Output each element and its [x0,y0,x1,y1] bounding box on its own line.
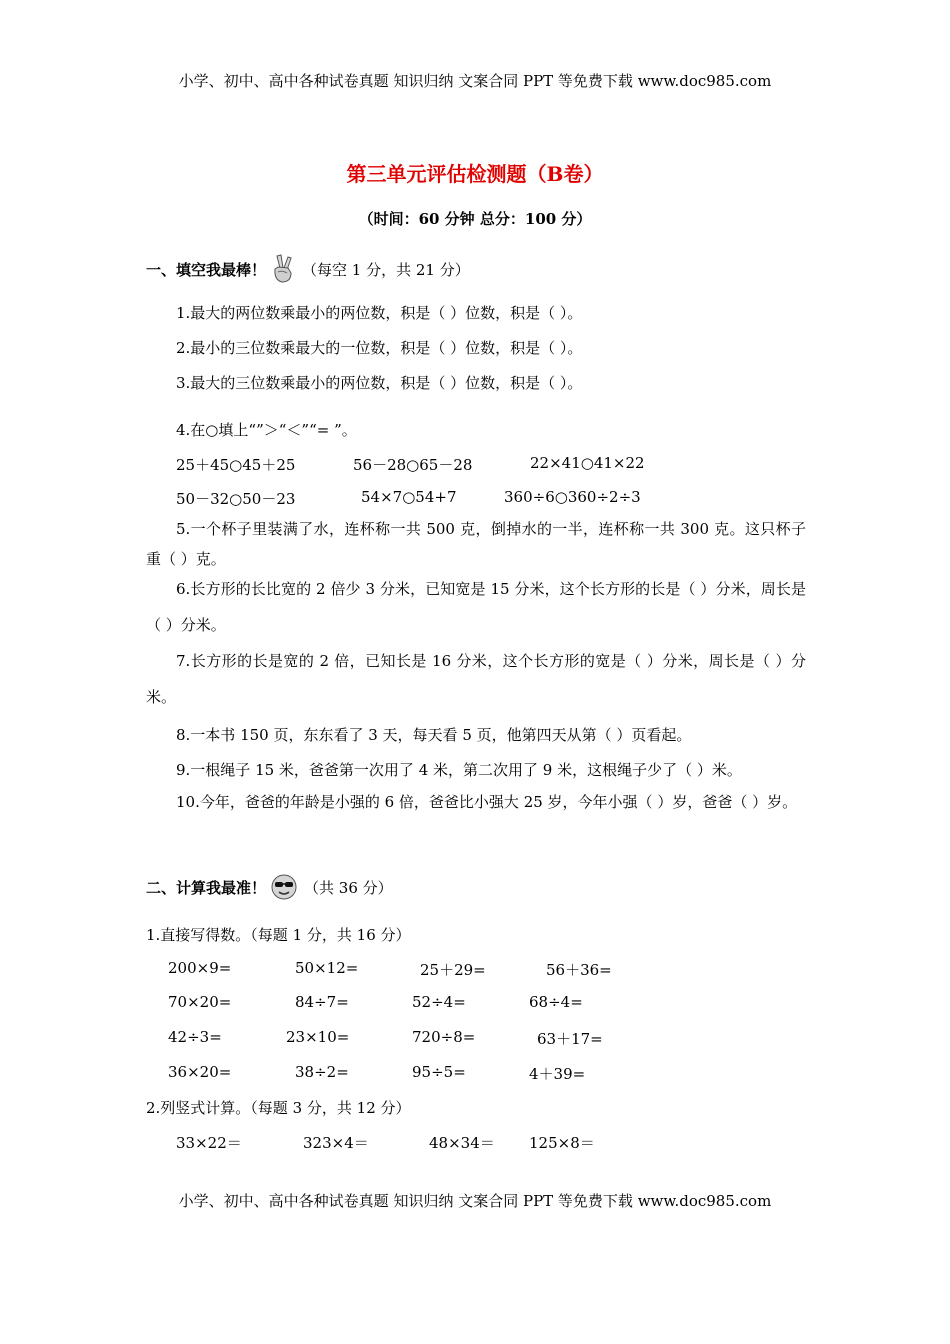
vertical-calc-item: 48×34＝ [429,1134,495,1152]
calc-item: 63＋17= [537,1030,603,1048]
question-7: 7.长方形的长是宽的 2 倍，已知长是 16 分米，这个长方形的宽是（ ）分米，周长是（ ）分米。 [146,652,806,706]
question-3: 3.最大的三位数乘最小的两位数，积是（ ）位数，积是（ ）。 [176,374,583,392]
compare-item: 360÷6○360÷2÷3 [504,488,641,506]
calc-item: 200×9= [168,959,232,977]
question-8: 8.一本书 150 页，东东看了 3 天，每天看 5 页，他第四天从第（ ）页看起。 [176,726,692,744]
compare-item: 50－32○50－23 [176,490,296,508]
calc-item: 84÷7= [295,993,349,1011]
section1-note: （每空 1 分，共 21 分） [302,261,470,279]
vertical-calc-item: 33×22＝ [176,1134,242,1152]
section1-heading-text: 一、填空我最棒！ [146,261,267,279]
page-title: 第三单元评估检测题（B卷） [346,162,604,186]
question-10: 10.今年，爸爸的年龄是小强的 6 倍，爸爸比小强大 25 岁，今年小强（ ）岁，爸爸（ ）岁。 [176,793,798,811]
section1-heading [146,254,470,288]
vertical-calc-item: 323×4＝ [303,1134,369,1152]
question-6: 6.长方形的长比宽的 2 倍少 3 分米，已知宽是 15 分米，这个长方形的长是（ ）分米，周长是（ ）分米。 [146,580,806,634]
sunglasses-face-icon [270,873,298,905]
section2-heading-text: 二、计算我最准！ [146,879,267,897]
question-9: 9.一根绳子 15 米，爸爸第一次用了 4 米，第二次用了 9 米，这根绳子少了（ ）米。 [176,761,742,779]
part1-title: 1.直接写得数。（每题 1 分，共 16 分） [146,926,411,944]
page-header: 小学、初中、高中各种试卷真题 知识归纳 文案合同 PPT 等免费下载 www.doc985.com [178,72,772,90]
calc-item: 36×20= [168,1063,232,1081]
vertical-calc-item: 125×8＝ [529,1134,595,1152]
question-2: 2.最小的三位数乘最大的一位数，积是（ ）位数，积是（ ）。 [176,339,583,357]
calc-item: 23×10= [286,1028,350,1046]
part2-title: 2.列竖式计算。（每题 3 分，共 12 分） [146,1099,411,1117]
compare-item: 54×7○54+7 [361,488,457,506]
calc-item: 95÷5= [412,1063,466,1081]
compare-item: 22×41○41×22 [530,454,645,472]
section2-note: （共 36 分） [304,879,393,897]
page-footer: 小学、初中、高中各种试卷真题 知识归纳 文案合同 PPT 等免费下载 www.doc985.com [178,1192,772,1210]
calc-item: 25＋29= [420,961,486,979]
victory-hand-icon [270,254,296,288]
compare-item: 25＋45○45＋25 [176,456,296,474]
compare-item: 56－28○65－28 [353,456,473,474]
calc-item: 4＋39= [529,1065,586,1083]
question-5: 5.一个杯子里装满了水，连杯称一共 500 克，倒掉水的一半，连杯称一共 300 克。这只杯子重（ ）克。 [146,520,806,568]
calc-item: 56＋36= [546,961,612,979]
calc-item: 38÷2= [295,1063,349,1081]
calc-item: 720÷8= [412,1028,476,1046]
calc-item: 52÷4= [412,993,466,1011]
calc-item: 50×12= [295,959,359,977]
calc-item: 70×20= [168,993,232,1011]
section2-heading [146,873,393,905]
calc-item: 68÷4= [529,993,583,1011]
question-1: 1.最大的两位数乘最小的两位数，积是（ ）位数，积是（ ）。 [176,304,583,322]
question-4: 4.在○填上“”＞“＜”“= ”。 [176,421,357,439]
page-subtitle: （时间：60 分钟 总分：100 分） [358,210,592,228]
calc-item: 42÷3= [168,1028,222,1046]
